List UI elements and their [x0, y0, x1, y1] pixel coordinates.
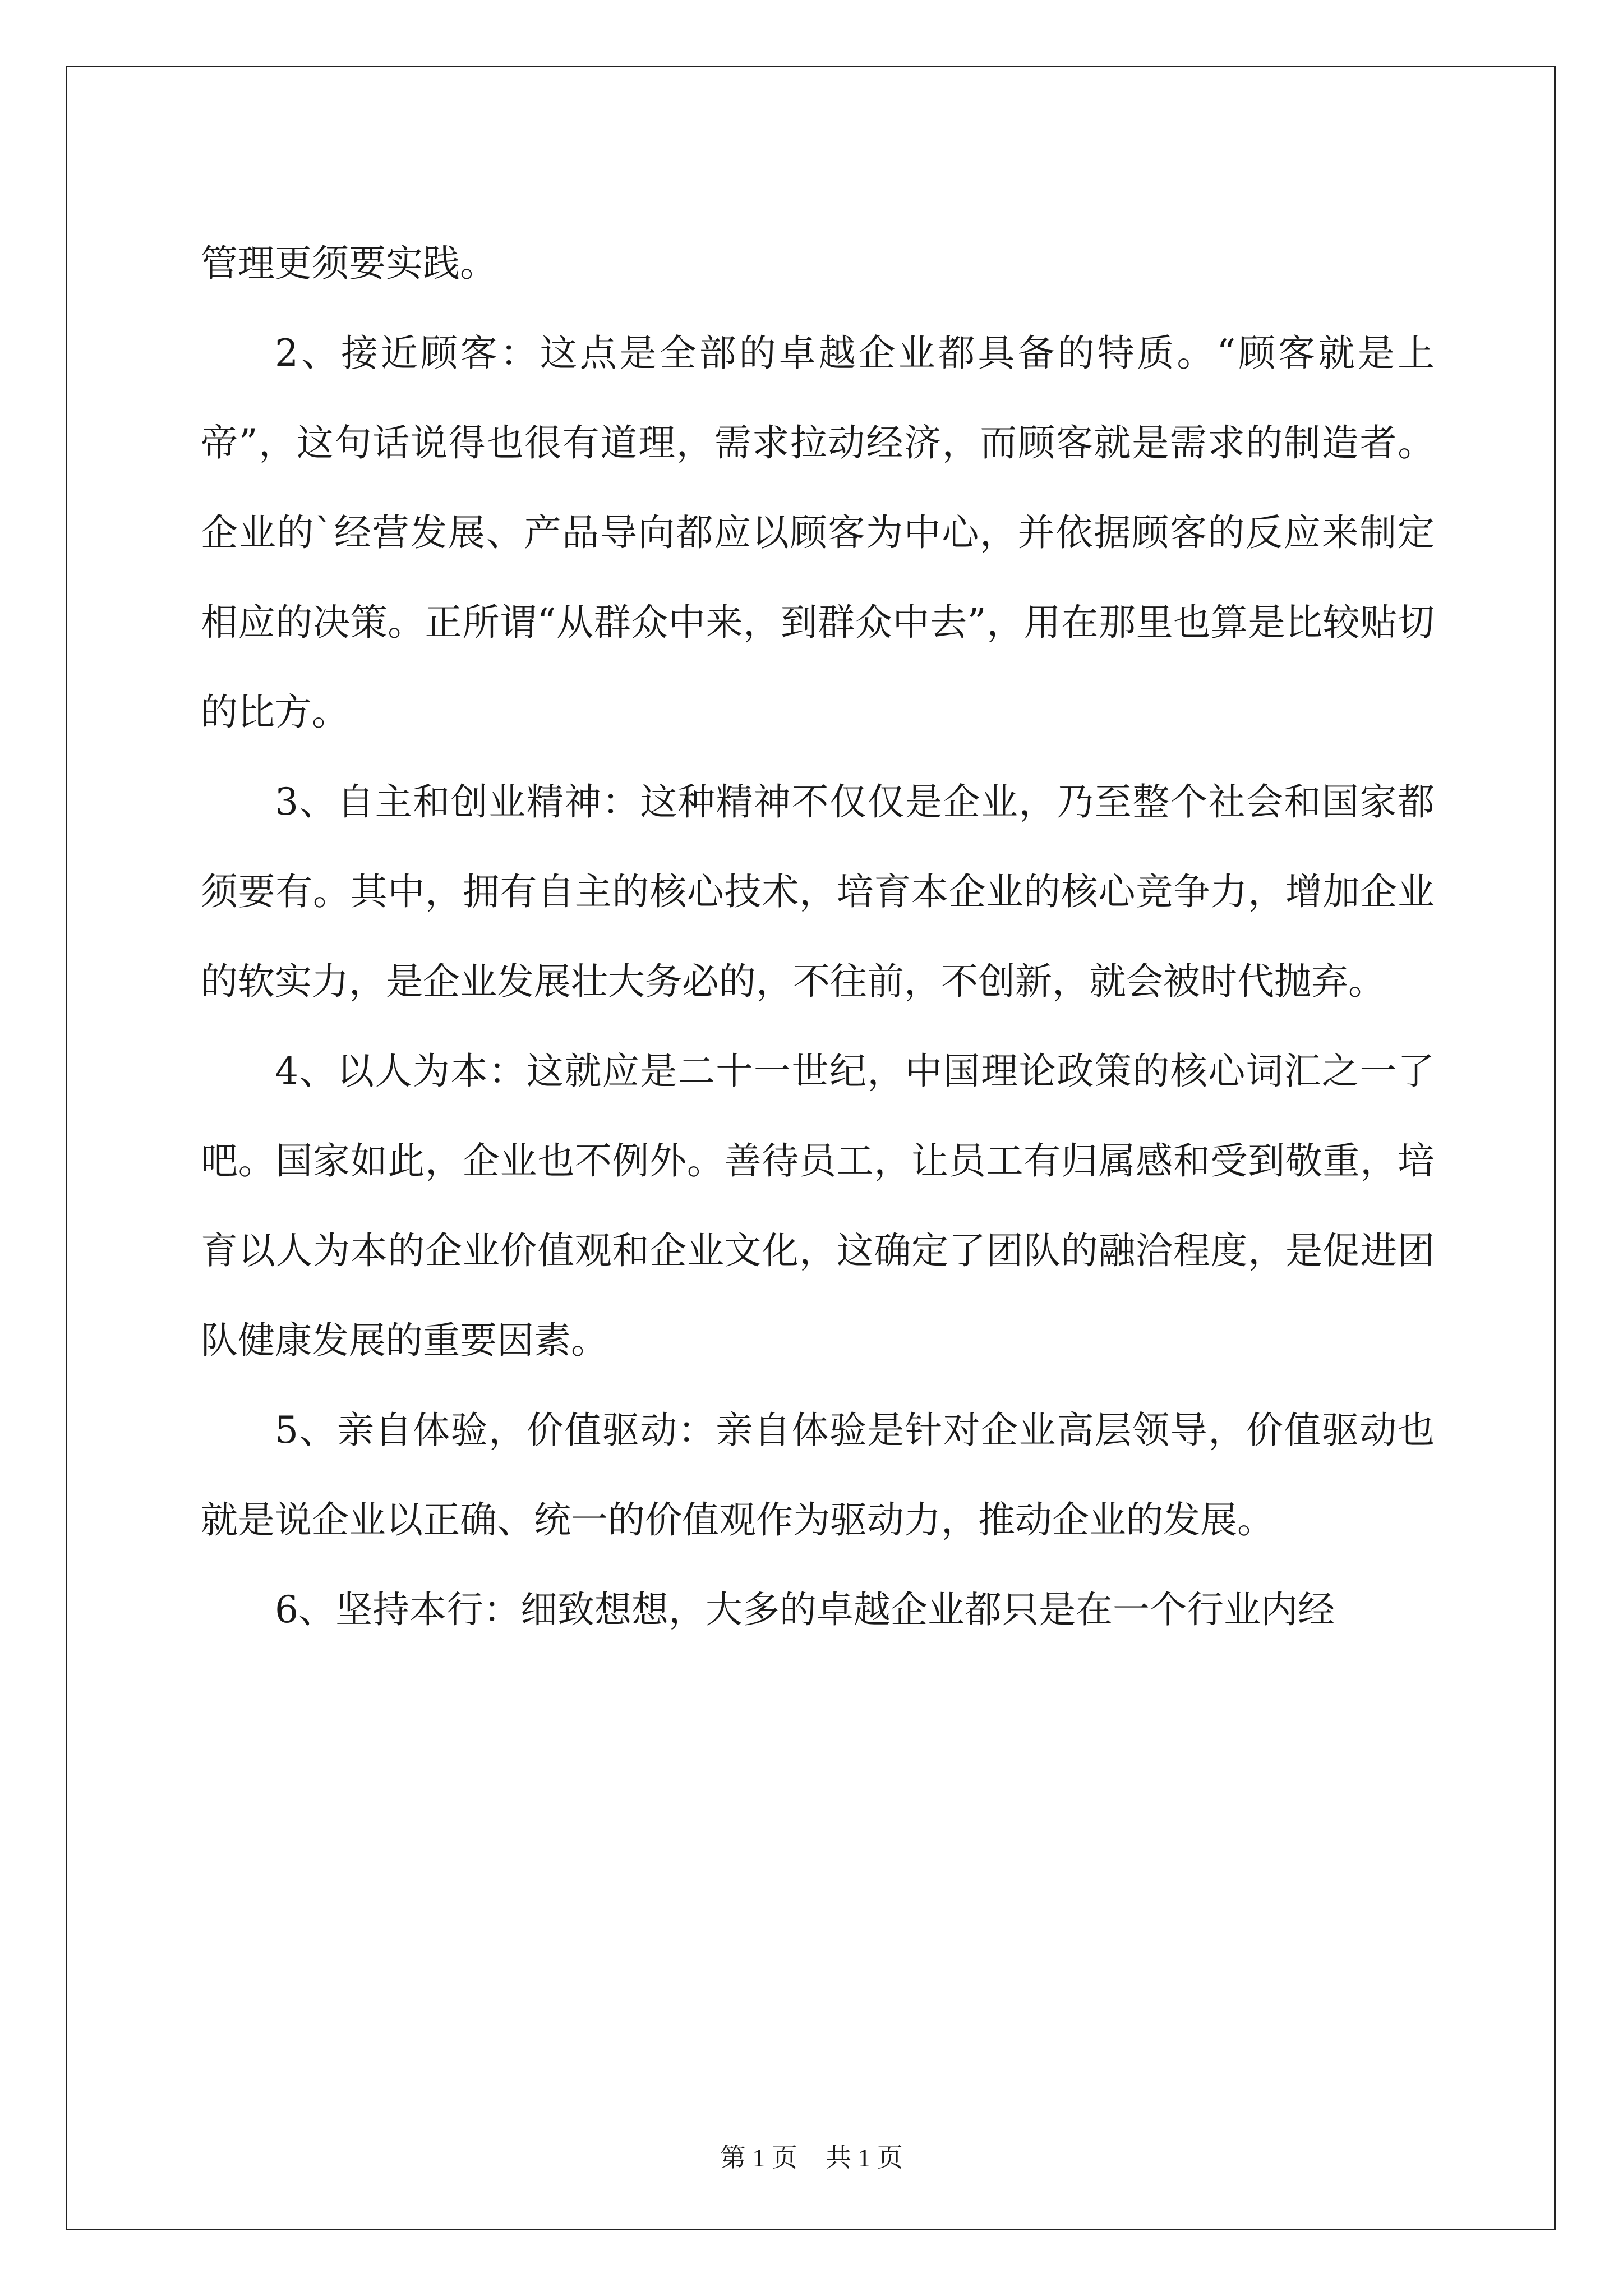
paragraph-4: 4、以人为本：这就应是二十一世纪，中国理论政策的核心词汇之一了吧。国家如此，企业也不例外。善待员工，让员工有归属感和受到敬重，培育以人为本的企业价值观和企业文化，这确定了团队的融洽程度，是促进团队健康发展的重要因素。 [201, 1050, 1435, 1362]
paragraph-6: 6、坚持本行：细致想想，大多的卓越企业都只是在一个行业内经 [275, 1588, 1335, 1631]
paragraph-5: 5、亲自体验，价值驱动：亲自体验是针对企业高层领导，价值驱动也就是说企业以正确、统一的价值观作为驱动力，推动企业的发展。 [201, 1409, 1435, 1542]
document-body [201, 219, 1435, 1655]
page-number-total: 共 1 页 [826, 2143, 903, 2172]
paragraph-3: 3、自主和创业精神：这种精神不仅仅是企业，乃至整个社会和国家都须要有。其中，拥有自主的核心技术，培育本企业的核心竞争力，增加企业的软实力，是企业发展壮大务必的，不往前，不创新，就会被时代抛弃。 [201, 780, 1435, 1003]
paragraph-2: 2、接近顾客：这点是全部的卓越企业都具备的特质。“顾客就是上帝”，这句话说得也很有道理，需求拉动经济，而顾客就是需求的制造者。企业的`经营发展、产品导向都应以顾客为中心，并依据顾客的反应来制定相应的决策。正所谓“从群众中来，到群众中去”，用在那里也算是比较贴切的比方。 [201, 332, 1435, 734]
paragraph-1: 管理更须要实践。 [201, 242, 497, 285]
page-footer [0, 2137, 1623, 2174]
page-number-current: 第 1 页 [720, 2143, 797, 2172]
